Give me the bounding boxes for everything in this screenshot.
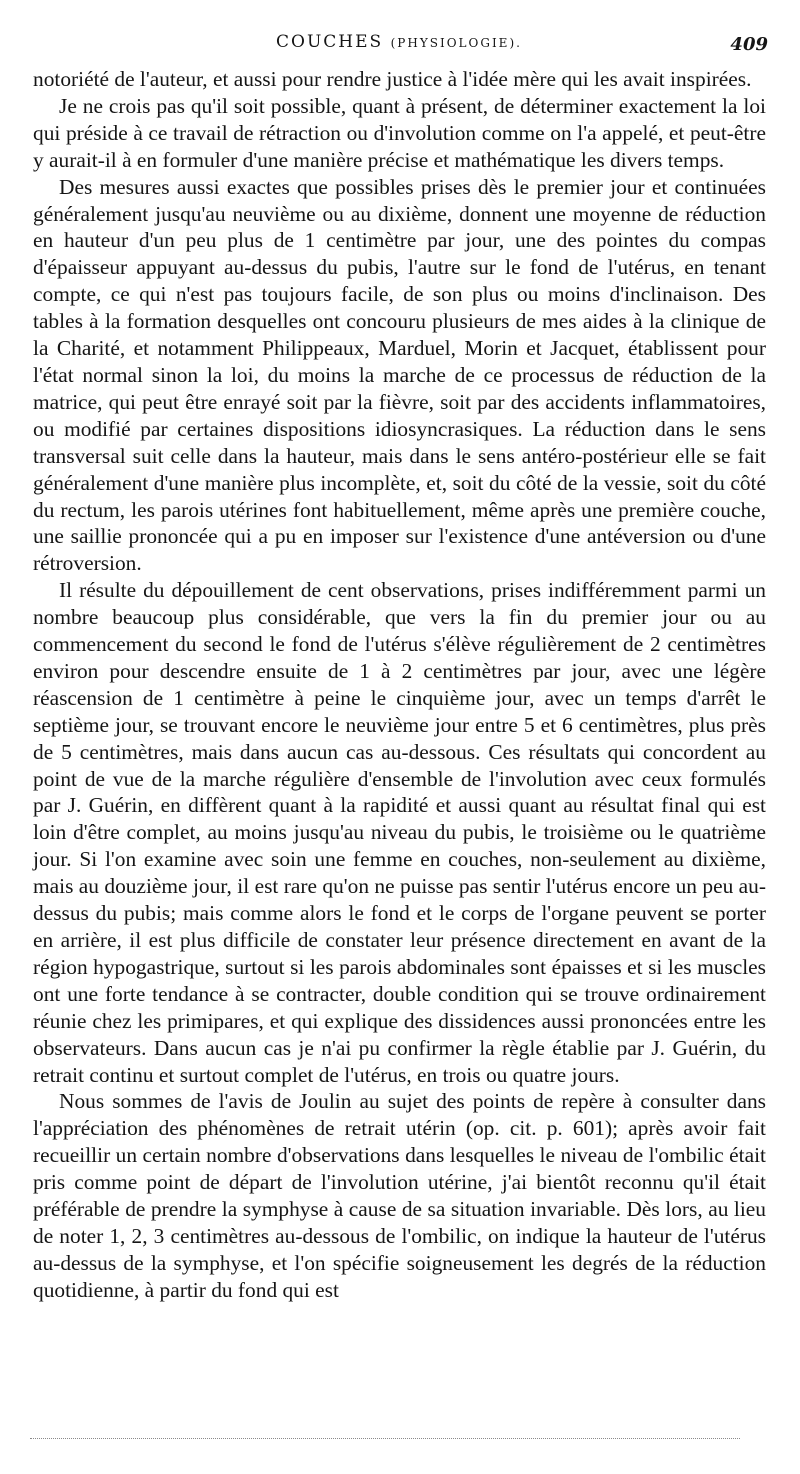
paragraph: Des mesures aussi exactes que possibles prises dès le premier jour et continuées généralement jusqu'au neuvième ou au dixième, donnent une moyenne de réduction en hauteur d'un peu plus de 1 centimètre par jour, une des pointes du compas d'épaisseur appuyant au-dessus du pubis, l'autre sur le fond de l'utérus, en tenant compte, ce qui n'est pas toujours facile, de son plus ou moins d'inclinaison. Des tables à la formation desquelles ont concouru plusieurs de mes aides à la clinique de la Charité, et notamment Philippeaux, Marduel, Morin et Jacquet, établissent pour l'état normal sinon la loi, du moins la marche de ce processus de réduction de la matrice, qui peut être enrayé soit par la fièvre, soit par des accidents inflammatoires, ou modifié par certaines dispositions idiosyncrasiques. La réduction dans le sens transversal suit celle dans la hauteur, mais dans le sens antéro-postérieur elle se fait généralement d'une manière plus incomplète, et, soit du côté de la vessie, soit du côté du rectum, les parois utérines font habituellement, même après une première couche, une saillie prononcée qui a pu en imposer sur l'existence d'une antéversion ou d'une rétroversion.	[33, 174, 766, 576]
header-subtitle: (PHYSIOLOGIE).	[390, 36, 522, 50]
running-header	[30, 30, 768, 60]
paragraph: Il résulte du dépouillement de cent observations, prises indifféremment parmi un nombre beaucoup plus considérable, que vers la fin du premier jour ou au commencement du second le fond de l'utérus s'élève régulièrement de 2 centimètres environ pour descendre ensuite de 1 à 2 centimètres par jour, avec une légère réascension de 1 centimètre à peine le cinquième jour, avec un temps d'arrêt le septième jour, se trouvant encore le neuvième jour entre 5 et 6 centimètres, plus près de 5 centimètres, mais dans aucun cas au-dessous. Ces résultats qui concordent au point de vue de la marche régulière d'ensemble de l'involution avec ceux formulés par J. Guérin, en diffèrent quant à la rapidité et aussi quant au résultat final qui est loin d'être complet, au moins jusqu'au niveau du pubis, le troisième ou le quatrième jour. Si l'on examine avec soin une femme en couches, non-seulement au dixième, mais au douzième jour, il est rare qu'on ne puisse pas sentir l'utérus encore un peu au-dessus du pubis; mais comme alors le fond et le corps de l'organe peuvent se porter en arrière, il est plus difficile de constater leur présence directement en avant de la région hypogastrique, surtout si les parois abdominales sont épaisses et si les muscles ont une forte tendance à se contracter, double condition qui se trouve ordinairement réunie chez les primipares, et qui explique des dissidences aussi prononcées entre les observateurs. Dans aucun cas je n'ai pu confirmer la règle établie par J. Guérin, du retrait continu et surtout complet de l'utérus, en trois ou quatre jours.	[33, 578, 766, 1087]
footer-dotted-rule	[30, 1438, 740, 1439]
paragraph: Nous sommes de l'avis de Joulin au sujet des points de repère à consulter dans l'appréciation des phénomènes de retrait utérin (op. cit. p. 601); après avoir fait recueillir un certain nombre d'observations dans lesquelles le niveau de l'ombilic était pris comme point de départ de l'involution utérine, j'ai bientôt reconnu qu'il était préférable de prendre la symphyse à cause de sa situation invariable. Dès lors, au lieu de noter 1, 2, 3 centimètres au-dessous de l'ombilic, on indique la hauteur de l'utérus au-dessus de la symphyse, et l'on spécifie soigneusement les degrés de la réduction quotidienne, à partir du fond qui est	[33, 1089, 766, 1302]
header-title: COUCHES	[276, 32, 384, 52]
paragraph: Je ne crois pas qu'il soit possible, quant à présent, de déterminer exactement la loi qui préside à ce travail de rétraction ou d'involution comme on l'a appelé, et peut-être y aurait-il à en formuler d'une manière précise et mathématique les divers temps.	[33, 93, 766, 172]
paragraph-continued: notoriété de l'auteur, et aussi pour rendre justice à l'idée mère qui les avait inspirées.	[33, 67, 752, 91]
running-title	[30, 32, 768, 52]
page-number: 409	[730, 34, 768, 55]
body-text	[33, 66, 766, 1304]
